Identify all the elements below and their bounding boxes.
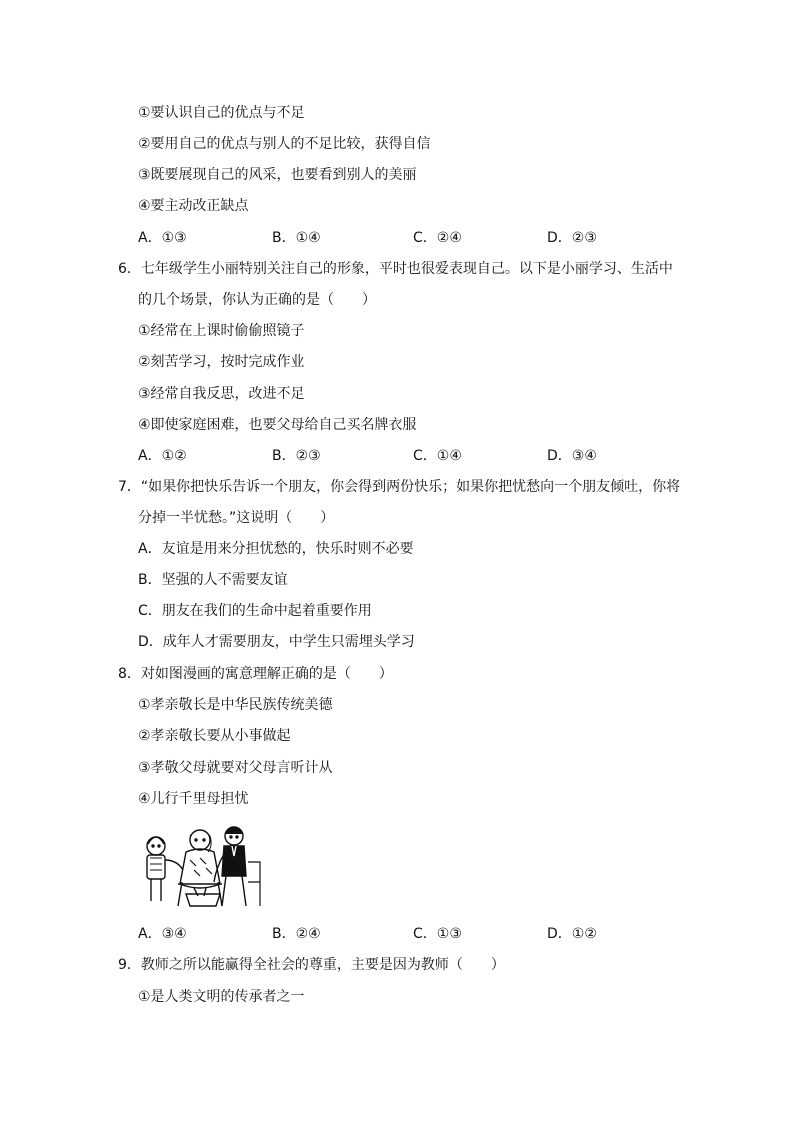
- q7-option-d: D．成年人才需要朋友，中学生只需埋头学习: [138, 634, 415, 650]
- q6-option-a: A．①②: [138, 448, 187, 464]
- q5-option-c: C．②④: [413, 230, 462, 246]
- q5-option-a: A．①③: [138, 230, 187, 246]
- q8-stem: 8．对如图漫画的寓意理解正确的是（ ）: [118, 666, 393, 682]
- q7-option-c: C．朋友在我们的生命中起着重要作用: [138, 603, 372, 619]
- q5-option-d: D．②③: [547, 230, 597, 246]
- q5-item-3: ③既要展现自己的风采，也要看到别人的美丽: [138, 167, 417, 183]
- q5-item-1: ①要认识自己的优点与不足: [138, 105, 305, 121]
- q6-option-d: D．③④: [547, 448, 597, 464]
- q6-item-4: ④即使家庭困难，也要父母给自己买名牌衣服: [138, 417, 417, 433]
- q8-option-d: D．①②: [547, 926, 597, 942]
- q8-item-2: ②孝亲敬长要从小事做起: [138, 728, 291, 744]
- q6-item-1: ①经常在上课时偷偷照镜子: [138, 323, 305, 339]
- q9-item-1: ①是人类文明的传承者之一: [138, 989, 305, 1005]
- comic-family-foot-washing-icon: [138, 822, 266, 912]
- q8-item-4: ④儿行千里母担忧: [138, 791, 249, 807]
- q5-option-b: B．①④: [272, 230, 321, 246]
- q7-stem-line2: 分掉一半忧愁。”这说明（ ）: [138, 510, 335, 526]
- q7-stem-line1: 7．“如果你把快乐告诉一个朋友，你会得到两份快乐；如果你把忧愁向一个朋友倾吐，你将: [118, 479, 681, 495]
- q6-stem-line2: 的几个场景，你认为正确的是（ ）: [138, 292, 376, 308]
- q5-item-2: ②要用自己的优点与别人的不足比较，获得自信: [138, 136, 431, 152]
- q7-option-a: A．友谊是用来分担忧愁的，快乐时则不必要: [138, 541, 414, 557]
- q6-stem-line1: 6．七年级学生小丽特别关注自己的形象，平时也很爱表现自己。以下是小丽学习、生活中: [118, 261, 673, 277]
- q9-stem: 9．教师之所以能赢得全社会的尊重，主要是因为教师（ ）: [118, 957, 505, 973]
- q8-option-a: A．③④: [138, 926, 187, 942]
- q6-option-c: C．①④: [413, 448, 462, 464]
- q8-option-c: C．①③: [413, 926, 462, 942]
- q8-option-b: B．②④: [272, 926, 321, 942]
- q6-option-b: B．②③: [272, 448, 321, 464]
- q8-item-3: ③孝敬父母就要对父母言听计从: [138, 760, 333, 776]
- q6-item-3: ③经常自我反思，改进不足: [138, 386, 305, 402]
- q8-item-1: ①孝亲敬长是中华民族传统美德: [138, 697, 333, 713]
- q5-item-4: ④要主动改正缺点: [138, 198, 249, 214]
- q6-item-2: ②刻苦学习，按时完成作业: [138, 354, 305, 370]
- q7-option-b: B．坚强的人不需要友谊: [138, 572, 288, 588]
